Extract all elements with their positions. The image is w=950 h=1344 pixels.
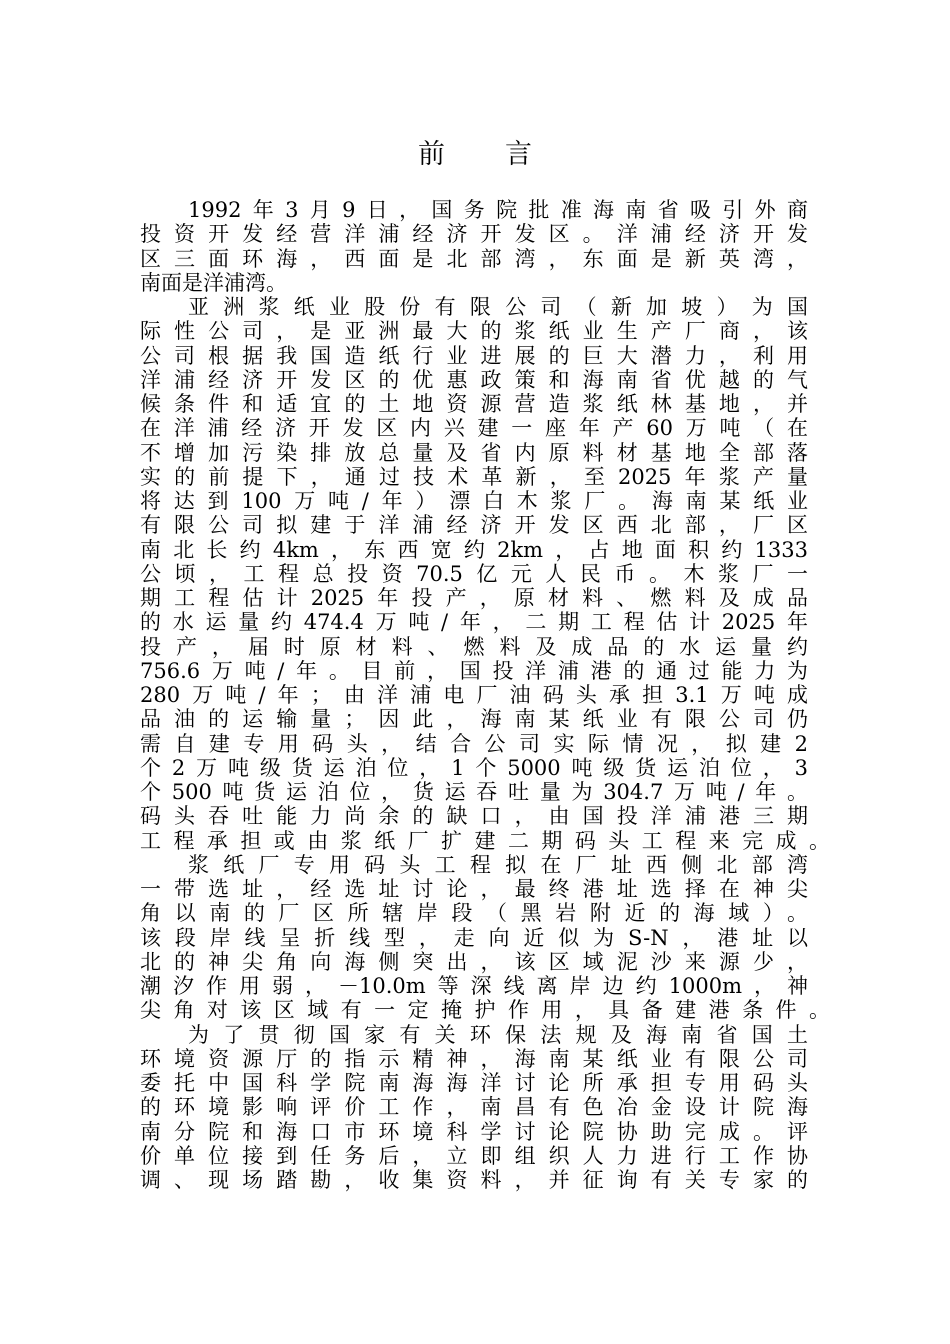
text-line: 浆纸厂专用码头工程拟在厂址西侧北部湾 (188, 852, 808, 877)
text-line: 际性公司，是亚洲最大的浆纸业生产厂商，该 (140, 319, 808, 344)
text-line: 环境资源厅的指示精神，海南某纸业有限公司 (140, 1046, 808, 1071)
text-line: 区三面环海，西面是北部湾，东面是新英湾， (140, 246, 808, 271)
text-line: 候条件和适宜的土地资源营造浆纸林基地，并 (140, 392, 808, 416)
text-line: 品油的运输量；因此，海南某纸业有限公司仍 (140, 707, 808, 732)
text-line: 委托中国科学院南海海洋讨论所承担专用码头 (140, 1071, 808, 1095)
text-line: 将达到100万吨/年）漂白木浆厂。海南某纸业 (140, 489, 808, 513)
text-line: 在洋浦经济开发区内兴建一座年产60万吨（在 (140, 416, 808, 441)
text-line: 个500吨货运泊位，货运吞吐量为304.7万吨/年。 (140, 780, 808, 804)
text-line: 价单位接到任务后，立即组织人力进行工作协 (140, 1143, 808, 1168)
title-char-2: 言 (505, 139, 532, 170)
text-line: 南面是洋浦湾。 (140, 270, 287, 295)
text-line: 需自建专用码头，结合公司实际情况，拟建2 (140, 731, 808, 756)
text-line: 不增加污染排放总量及省内原料材基地全部落 (140, 440, 808, 465)
text-line: 尖角对该区域有一定掩护作用，具备建港条件。 (140, 998, 830, 1023)
text-line: 为了贯彻国家有关环保法规及海南省国土 (188, 1022, 808, 1047)
text-line: 个2万吨级货运泊位，1个5000吨级货运泊位，3 (140, 755, 808, 780)
title-char-1: 前 (418, 139, 445, 170)
body-text (140, 198, 830, 1192)
text-line: 投产，届时原材料、燃料及成品的水运量约 (140, 634, 808, 659)
page-title (0, 132, 950, 171)
text-line: 一带选址，经选址讨论，最终港址选择在神尖 (140, 877, 808, 901)
text-line: 的水运量约474.4万吨/年，二期工程估计2025年 (140, 610, 808, 635)
text-line: 的环境影响评价工作，南昌有色冶金设计院海 (140, 1095, 808, 1120)
text-line: 实的前提下，通过技术革新，至2025年浆产量 (140, 464, 808, 489)
text-line: 亚洲浆纸业股份有限公司（新加坡）为国 (188, 295, 808, 319)
text-line: 280万吨/年；由洋浦电厂油码头承担3.1万吨成 (140, 683, 808, 707)
text-line: 调、现场踏勘，收集资料，并征询有关专家的 (140, 1168, 808, 1192)
text-line: 1992年3月9日，国务院批准海南省吸引外商 (188, 198, 808, 222)
text-line: 期工程估计2025年投产，原材料、燃料及成品 (140, 586, 808, 610)
text-line: 756.6万吨/年。目前，国投洋浦港的通过能力为 (140, 658, 808, 683)
text-line: 码头吞吐能力尚余的缺口，由国投洋浦港三期 (140, 804, 808, 829)
text-line: 南分院和海口市环境科学讨论院协助完成。评 (140, 1119, 808, 1144)
text-line: 投资开发经营洋浦经济开发区。洋浦经济开发 (140, 222, 808, 247)
text-line: 公顷，工程总投资70.5亿元人民币。木浆厂一 (140, 561, 808, 586)
text-line: 该段岸线呈折线型，走向近似为S-N，港址以 (140, 925, 808, 950)
text-line: 角以南的厂区所辖岸段（黑岩附近的海域）。 (140, 901, 808, 926)
text-line: 潮汐作用弱，－10.0m等深线离岸边约1000m，神 (140, 974, 808, 998)
text-line: 工程承担或由浆纸厂扩建二期码头工程来完成。 (140, 828, 830, 853)
text-line: 有限公司拟建于洋浦经济开发区西北部，厂区 (140, 513, 808, 538)
text-line: 北的神尖角向海侧突出，该区域泥沙来源少， (140, 949, 808, 974)
text-line: 洋浦经济开发区的优惠政策和海南省优越的气 (140, 367, 808, 392)
text-line: 南北长约4km，东西宽约2km，占地面积约1333 (140, 537, 808, 562)
text-line: 公司根据我国造纸行业进展的巨大潜力，利用 (140, 343, 808, 368)
